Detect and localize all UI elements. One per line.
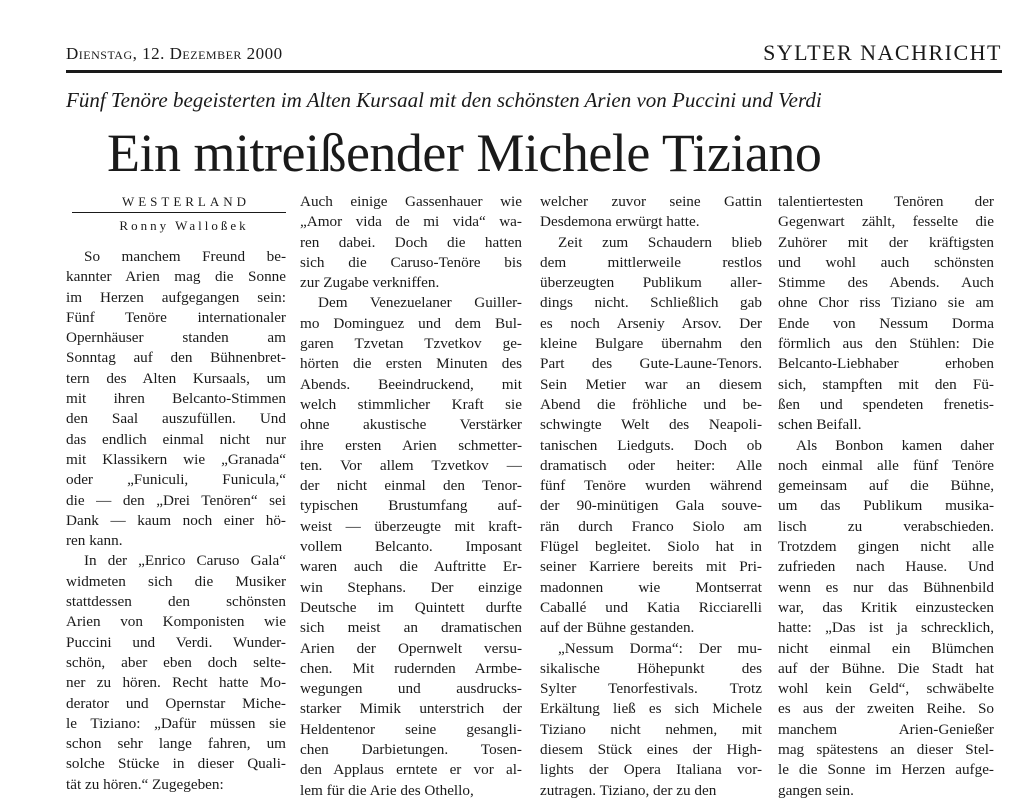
text-line: rän durch Franco Siolo am (540, 517, 762, 535)
text-line: im Herzen aufgegangen sein: (66, 288, 286, 306)
text-line: ohne akustische Verstärker (300, 416, 522, 434)
text-line: „Amor vida de mi vida“ wa- (300, 213, 522, 231)
text-line: zufrieden nach Hause. Und (778, 558, 994, 576)
text-line: Deutsche im Quintett durfte (300, 598, 522, 616)
text-line: kannter Arien mag die Sonne (66, 268, 286, 286)
text-line: Zuhörer mit der kräftigsten (778, 233, 994, 251)
text-line: lights der Opera Italiana vor- (540, 761, 762, 779)
text-line: war, das Kritik einzustecken (778, 598, 994, 616)
text-line: ren kann. (66, 532, 123, 550)
text-line: ner zu hören. Recht hatte Mo- (66, 674, 286, 692)
text-line: schön, aber eben doch selte- (66, 653, 286, 671)
text-line: derator und Opernstar Miche- (66, 694, 286, 712)
text-line: zur Zugabe verkniffen. (300, 274, 440, 292)
text-line: lisch zu verabschieden. (778, 517, 994, 535)
issue-date: Dienstag, 12. Dezember 2000 (66, 44, 283, 63)
text-line: welch stimmlicher Kraft sie (300, 395, 522, 413)
text-line: madonnen wie Montserrat (540, 578, 762, 596)
article-column-3 (540, 192, 762, 801)
text-line: mag spätestens an dieser Stel- (778, 741, 994, 759)
text-line: lem für die Arie des Othello, (300, 781, 474, 799)
text-line: Gegenwart zählt, fesselte die (778, 213, 994, 231)
text-line: Auch einige Gassenhauer wie (300, 193, 522, 210)
text-line: Belcanto-Liebhaber erhoben (778, 355, 994, 373)
text-line: ohne Chor riss Tiziano sie am (778, 294, 994, 312)
text-line: sikalische Höhepunkt des (540, 659, 762, 677)
text-line: es aus der zweiten Reihe. So (778, 700, 994, 718)
text-line: schen Beifall. (778, 416, 862, 434)
text-line: garen Tzvetan Tzvetkov ge- (300, 335, 522, 353)
text-line: sich meist an dramatischen (300, 619, 522, 637)
dateline: WESTERLAND (121, 194, 251, 209)
text-line: starker Mimik unterstrich der (300, 700, 522, 718)
text-line: Opernhäuser standen am (66, 329, 286, 347)
text-line: Part des Gute-Laune-Tenors. (540, 355, 762, 373)
text-line: Als Bonbon kamen daher (796, 436, 994, 454)
text-line: typischen Brustumfang auf- (300, 497, 522, 515)
text-line: Dem Venezuelaner Guiller- (318, 294, 522, 312)
text-line: solche Stücke in dieser Quali- (66, 755, 286, 773)
text-line: hörten die ersten Minuten des (300, 355, 522, 373)
text-line: sich, stampften mit den Fü- (778, 375, 994, 393)
text-line: le die Sonne im Herzen aufge- (778, 761, 994, 779)
text-line: manchem Arien-Genießer (778, 720, 994, 738)
text-line: um das Publikum musika- (778, 497, 994, 515)
text-line: Caballé und Katia Ricciarelli (540, 598, 762, 616)
text-line: wohl kein Geld“, schwäbelte (778, 680, 994, 698)
byline-box (66, 192, 286, 237)
text-line: hatte: „Das ist ja schrecklich, (778, 619, 994, 637)
text-line: Flügel begleitet. Siolo hat in (540, 538, 762, 556)
text-line: mit ihren Belcanto-Stimmen (66, 390, 286, 408)
text-line: auf der Bühne gestanden. (540, 619, 695, 637)
newspaper-name: SYLTER NACHRICHT (763, 40, 1002, 65)
text-line: chen. Mit rudernden Armbe- (300, 659, 522, 677)
text-line: Tiziano nicht nehmen, mit (540, 720, 762, 738)
text-line: förmlich aus den Stühlen: Die (778, 335, 994, 353)
text-line: So manchem Freund be- (84, 248, 286, 265)
text-line: Erkältung ließ es sich Michele (540, 700, 762, 718)
text-line: der nicht einmal den Tenor- (300, 477, 522, 495)
article-subhead: Fünf Tenöre begeisterten im Alten Kursaal mit den schönsten Arien von Puccini und Verdi (66, 88, 822, 112)
text-line: mit Klassikern wie „Granada“ (66, 450, 286, 468)
text-line: Fünf Tenöre internationaler (66, 308, 286, 326)
byline-divider (72, 212, 286, 213)
text-line: weist — überzeugte mit kraft- (300, 517, 522, 535)
text-line: widmeten sich die Musiker (66, 572, 286, 590)
masthead-rule (66, 70, 1002, 73)
text-line: welcher zuvor seine Gattin (540, 193, 762, 210)
text-line: den Applaus erntete er vor al- (300, 761, 522, 779)
text-line: win Stephans. Der einzige (300, 578, 522, 596)
text-line: das endlich einmal nicht nur (66, 430, 286, 448)
text-line: sich die Caruso-Tenöre bis (300, 253, 522, 271)
text-line: tät zu hören.“ Zugegeben: (66, 775, 224, 793)
text-line: seiner Karriere bereits mit Pri- (540, 558, 762, 576)
text-line: wenn es nur das Bühnenbild (778, 578, 994, 596)
text-line: fünf Tenöre wurden während (540, 477, 762, 495)
text-line: chen Darbietungen. Tosen- (300, 741, 522, 759)
text-line: Abends. Beeindruckend, mit (300, 375, 522, 393)
text-line: schon sehr lange fahren, um (66, 735, 286, 753)
text-line: Ende von Nessum Dorma (778, 314, 994, 332)
text-line: tanischen Liedguts. Doch ob (540, 436, 762, 454)
text-line: dem mittlerweile restlos (540, 253, 762, 271)
text-line: Heldentenor seine gesangli- (300, 720, 522, 738)
article-headline: Ein mitreißender Michele Tiziano (107, 123, 822, 183)
text-line: In der „Enrico Caruso Gala“ (84, 552, 286, 570)
text-line: Sonntag auf den Bühnenbret- (66, 349, 286, 367)
text-line: ihre ersten Arien schmetter- (300, 436, 522, 454)
text-line: ren dabei. Doch die hatten (300, 233, 522, 251)
text-line: waren auch die Auftritte Er- (300, 558, 522, 576)
text-line: zutragen. Tiziano, der zu den (540, 781, 717, 799)
text-line: es noch Arseniy Arsov. Der (540, 314, 762, 332)
text-line: den Saal auszufüllen. Und (66, 410, 286, 428)
text-line: dings nicht. Schließlich gab (540, 294, 762, 312)
text-line: Sylter Tenorfestivals. Trotz (540, 680, 762, 698)
article-column-4 (778, 192, 994, 801)
text-line: mo Dominguez und dem Bul- (300, 314, 522, 332)
text-line: Desdemona erwürgt hatte. (540, 213, 700, 231)
text-line: der 90-minütigen Gala souve- (540, 497, 762, 515)
text-line: gemeinsam auf die Bühne, (778, 477, 994, 495)
byline: Ronny Walloßek (119, 218, 249, 233)
text-line: schwingte Welt des Neapoli- (540, 416, 762, 434)
text-line: ßen und spendeten frenetis- (778, 395, 994, 413)
text-line: ten. Vor allem Tzvetkov — (300, 456, 522, 474)
text-line: Zeit zum Schaudern blieb (558, 233, 762, 251)
text-line: und wohl auch schönsten (778, 253, 994, 271)
article-column-2 (300, 192, 522, 801)
text-line: Arien der Opernwelt versu- (300, 639, 522, 657)
text-line: wegungen und ausdrucks- (300, 680, 522, 698)
text-line: Abend die fröhliche und be- (540, 395, 762, 413)
article-column-1 (66, 247, 286, 795)
text-line: dramatisch oder heiter: Alle (540, 456, 762, 474)
text-line: Trotzdem gingen nicht alle (778, 538, 994, 556)
text-line: nicht einmal ein Blümchen (778, 639, 994, 657)
text-line: kleine Bulgare übernahm den (540, 335, 762, 353)
text-line: auf der Bühne. Die Stadt hat (778, 659, 994, 677)
text-line: diesem Stück eines der High- (540, 741, 762, 759)
text-line: le Tiziano: „Dafür müssen sie (66, 714, 286, 732)
text-line: Arien von Komponisten wie (66, 613, 286, 631)
text-line: stattdessen den schönsten (66, 593, 286, 611)
text-line: vollem Belcanto. Imposant (300, 538, 522, 556)
text-line: gangen sein. (778, 781, 854, 799)
text-line: Puccini und Verdi. Wunder- (66, 633, 286, 651)
text-line: Sein Metier war an diesem (540, 375, 762, 393)
masthead (66, 38, 1002, 70)
text-line: Dank — kaum noch einer hö- (66, 511, 286, 529)
text-line: noch einmal alle fünf Tenöre (778, 456, 994, 474)
text-line: Stimme des Abends. Auch (778, 274, 994, 292)
text-line: überzeugten Publikum aller- (540, 274, 762, 292)
text-line: die — den „Drei Tenören“ sei (66, 491, 286, 509)
text-line: „Nessum Dorma“: Der mu- (558, 639, 762, 657)
text-line: talentiertesten Tenören der (778, 193, 994, 210)
text-line: tern des Alten Kursaals, um (66, 369, 286, 387)
text-line: oder „Funiculi, Funicula,“ (66, 471, 286, 489)
